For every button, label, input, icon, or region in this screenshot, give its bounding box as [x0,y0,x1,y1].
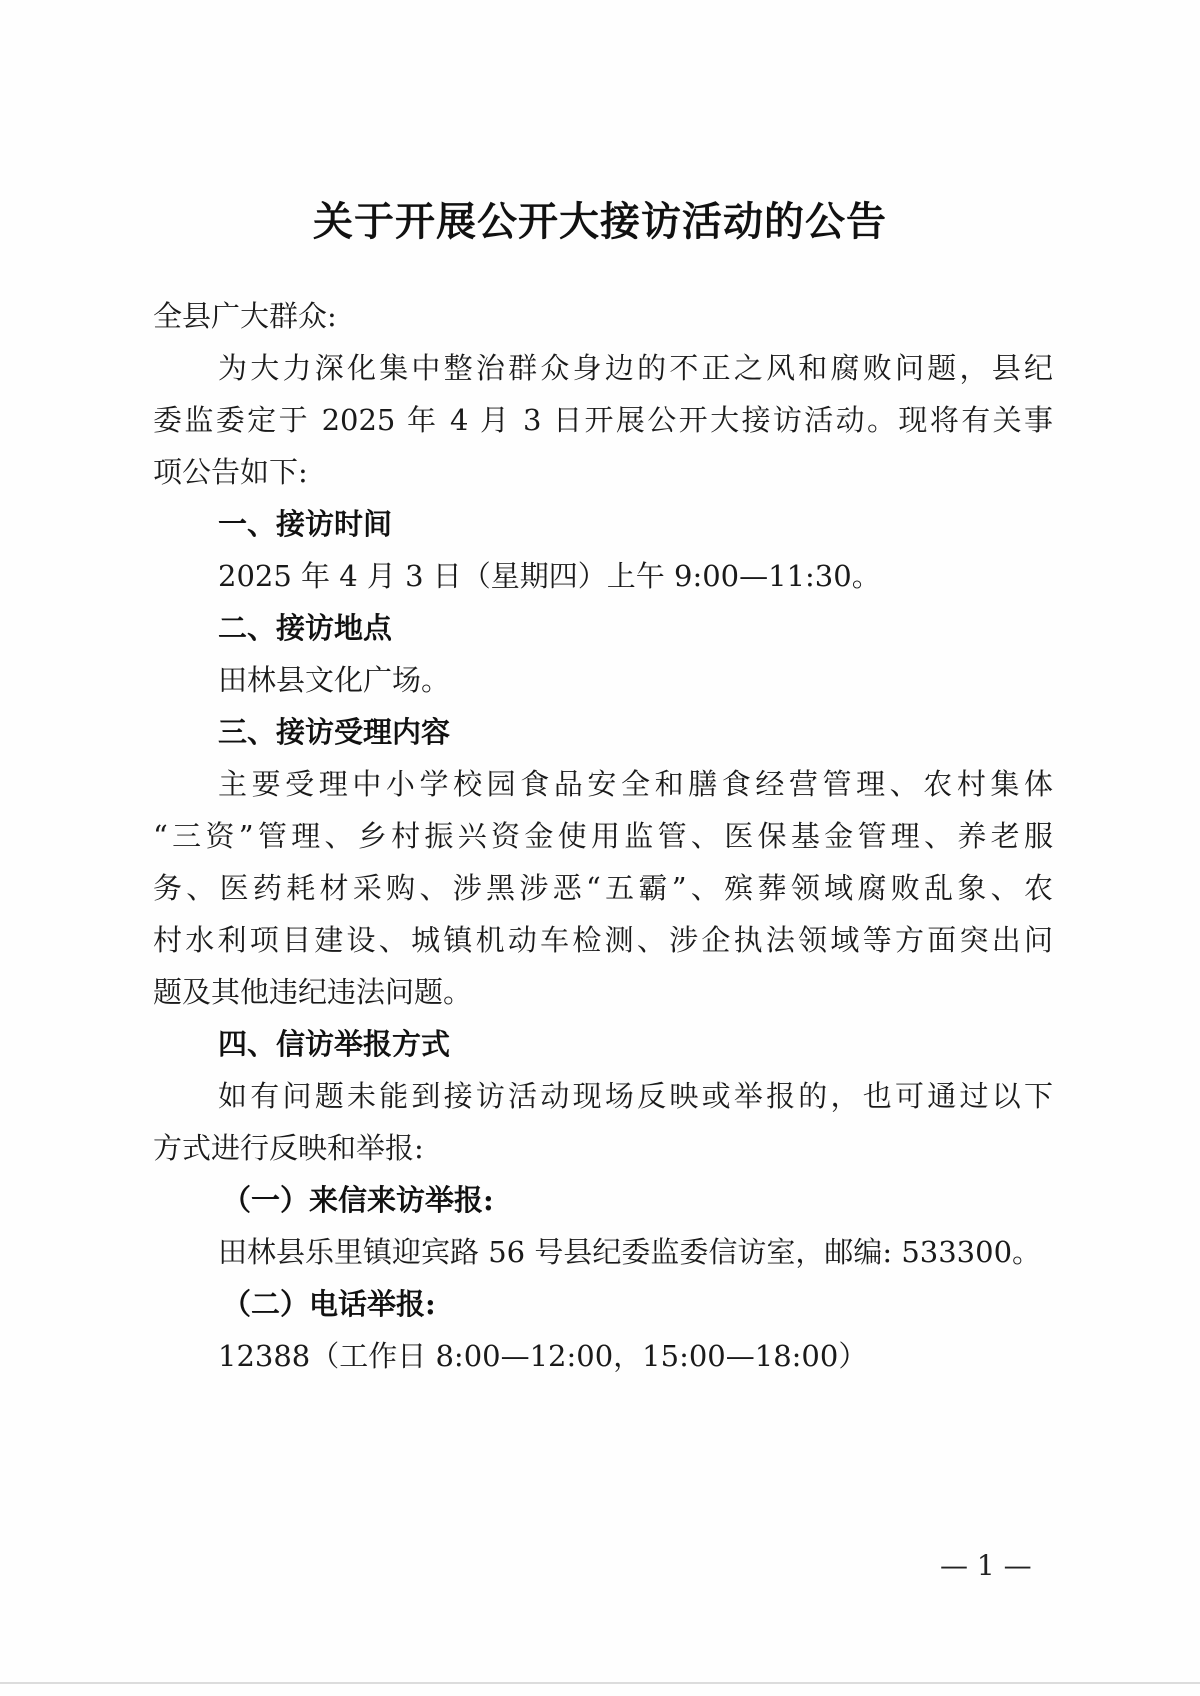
content-line-5: 题及其他违纪违法问题。 [153,975,473,1009]
salutation: 全县广大群众: [153,299,337,333]
report-line-1: 如有问题未能到接访活动现场反映或举报的，也可通过以下 [218,1079,1053,1113]
subheading-letter-report: （一）来信来访举报: [222,1183,494,1217]
page-number: — 1 — [940,1549,1032,1582]
intro-line-2: 委监委定于 2025 年 4 月 3 日开展公开大接访活动。现将有关事 [153,403,1053,437]
section-heading-place: 二、接访地点 [218,611,393,645]
section-text-place: 田林县文化广场。 [218,663,451,697]
section-heading-report: 四、信访举报方式 [218,1027,451,1061]
report-line-2: 方式进行反映和举报: [153,1131,424,1165]
intro-line-3: 项公告如下: [153,455,308,489]
section-heading-content: 三、接访受理内容 [218,715,451,749]
intro-line-1: 为大力深化集中整治群众身边的不正之风和腐败问题，县纪 [218,351,1053,385]
subheading-phone-report: （二）电话举报: [222,1287,436,1321]
section-heading-time: 一、接访时间 [218,507,393,541]
phone-report-number: 12388（工作日 8:00—12:00，15:00—18:00） [218,1339,868,1373]
content-line-1: 主要受理中小学校园食品安全和膳食经营管理、农村集体 [218,767,1053,801]
content-line-4: 村水利项目建设、城镇机动车检测、涉企执法领域等方面突出问 [153,923,1053,957]
content-line-3: 务、医药耗材采购、涉黑涉恶“五霸”、殡葬领域腐败乱象、农 [153,871,1053,905]
document-title: 关于开展公开大接访活动的公告 [313,199,887,245]
letter-report-address: 田林县乐里镇迎宾路 56 号县纪委监委信访室，邮编: 533300。 [218,1235,1042,1269]
bottom-edge-divider [0,1682,1200,1684]
section-text-time: 2025 年 4 月 3 日（星期四）上午 9:00—11:30。 [218,559,881,593]
content-line-2: “三资”管理、乡村振兴资金使用监管、医保基金管理、养老服 [153,819,1053,853]
